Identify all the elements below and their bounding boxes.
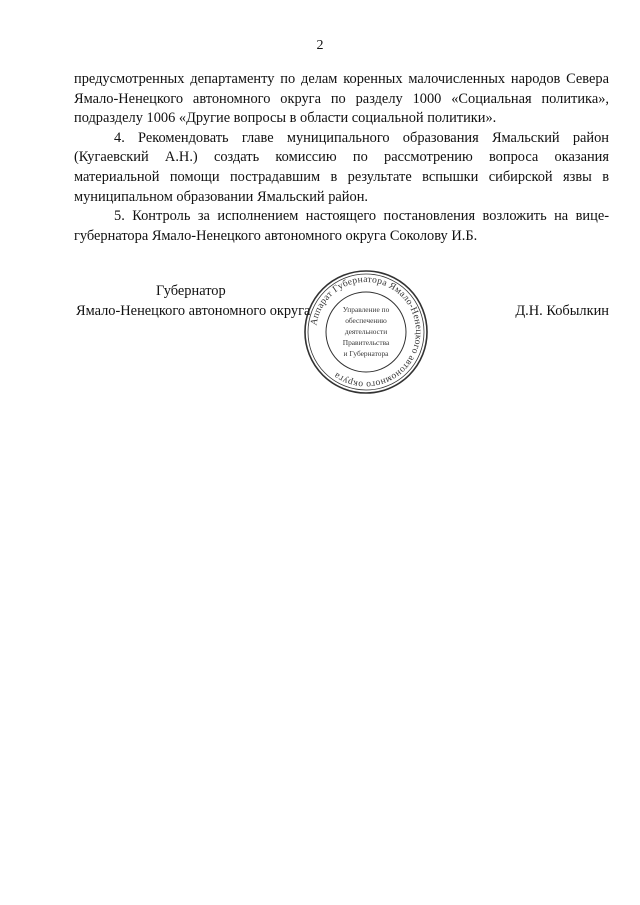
paragraph-continuation: предусмотренных департаменту по делам коренных малочисленных народов Севера Ямало-Ненецкого автономного округа по разделу 1000 «Социальная политика», подразделу 1006 «Другие вопросы в области социальной политики».	[74, 71, 609, 127]
page-number: 2	[316, 38, 324, 53]
signatory-name: Д.Н. Кобылкин	[515, 303, 609, 319]
svg-text:и Губернатора: и Губернатора	[343, 349, 389, 358]
seal-ring-text: Аппарат Губернатора Ямало-Ненецкого автономного округа	[309, 274, 424, 390]
seal-center-text	[343, 305, 390, 358]
paragraph-item-4: 4. Рекомендовать главе муниципального образования Ямальский район (Кугаевский А.Н.) создать комиссию по рассмотрению вопроса оказания материальной помощи пострадавшим в результате вспышки сибирской язвы в муниципальном образовании Ямальский район.	[74, 129, 609, 205]
official-seal-stamp	[302, 268, 430, 396]
signature-title: Губернатор	[156, 283, 226, 299]
paragraph-item-5: 5. Контроль за исполнением настоящего постановления возложить на вице-губернатора Ямало-Ненецкого автономного округа Соколову И.Б.	[74, 208, 609, 244]
seal-graphic	[302, 268, 430, 396]
signature-organization: Ямало-Ненецкого автономного округа	[76, 303, 311, 319]
svg-text:обеспечению: обеспечению	[345, 316, 387, 325]
svg-text:Правительства: Правительства	[342, 338, 390, 347]
svg-text:Управление по: Управление по	[342, 305, 390, 314]
svg-text:деятельности: деятельности	[344, 327, 388, 336]
document-body	[74, 70, 609, 246]
